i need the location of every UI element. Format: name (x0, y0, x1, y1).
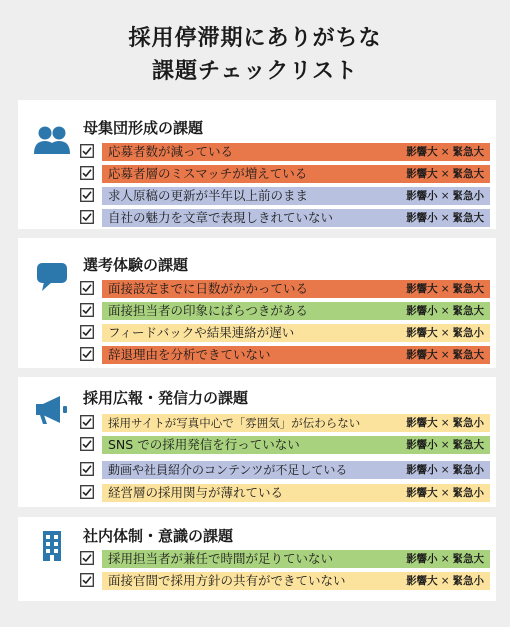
item-text: 採用サイトが写真中心で「雰囲気」が伝わらない (108, 416, 361, 430)
item-bar (102, 324, 490, 342)
urgency-level: 緊急大 (452, 146, 484, 158)
impact-level: 影響大 (406, 283, 438, 295)
checklist-row[interactable] (80, 324, 490, 342)
impact-urgency (406, 324, 484, 342)
item-text: 経営層の採用関与が薄れている (108, 485, 284, 500)
title-line-2: 課題チェックリスト (152, 59, 358, 84)
multiply-sign: × (440, 305, 450, 317)
section-card-population (18, 100, 496, 229)
checklist-row[interactable] (80, 143, 490, 161)
checkbox-icon (80, 485, 94, 499)
multiply-sign: × (440, 575, 450, 587)
section-card-selection (18, 238, 496, 368)
impact-urgency (406, 280, 484, 298)
multiply-sign: × (440, 168, 450, 180)
checklist-row[interactable] (80, 209, 490, 227)
impact-urgency (406, 209, 484, 227)
impact-urgency (406, 550, 484, 568)
checklist-row[interactable] (80, 187, 490, 205)
checkbox-icon (80, 551, 94, 565)
section-card-organization (18, 517, 496, 601)
item-bar (102, 280, 490, 298)
checkbox-icon (80, 188, 94, 202)
urgency-level: 緊急小 (452, 190, 484, 202)
impact-level: 影響小 (406, 305, 438, 317)
urgency-level: 緊急小 (452, 575, 484, 587)
item-bar (102, 165, 490, 183)
page-title (0, 22, 510, 88)
item-bar (102, 461, 490, 479)
multiply-sign: × (440, 417, 450, 429)
section-card-branding (18, 377, 496, 507)
item-bar (102, 572, 490, 590)
multiply-sign: × (440, 439, 450, 451)
checkbox-icon (80, 325, 94, 339)
impact-level: 影響小 (406, 464, 438, 476)
item-bar (102, 436, 490, 454)
checklist-row[interactable] (80, 280, 490, 298)
impact-urgency (406, 143, 484, 161)
impact-urgency (406, 484, 484, 502)
multiply-sign: × (440, 487, 450, 499)
item-text: 面接官間で採用方針の共有ができていない (108, 573, 346, 588)
urgency-level: 緊急小 (452, 327, 484, 339)
megaphone-icon (33, 393, 71, 427)
checkbox-icon (80, 144, 94, 158)
impact-urgency (406, 572, 484, 590)
urgency-level: 緊急大 (452, 168, 484, 180)
impact-urgency (406, 302, 484, 320)
checklist-row[interactable] (80, 165, 490, 183)
item-bar (102, 209, 490, 227)
multiply-sign: × (440, 212, 450, 224)
item-text: 応募者数が減っている (108, 144, 234, 159)
people-icon (33, 124, 71, 158)
item-text: 応募者層のミスマッチが増えている (108, 166, 308, 181)
item-text: 辞退理由を分析できていない (108, 347, 271, 362)
item-bar (102, 346, 490, 364)
urgency-level: 緊急大 (452, 553, 484, 565)
checkbox-icon (80, 462, 94, 476)
urgency-level: 緊急大 (452, 212, 484, 224)
urgency-level: 緊急大 (452, 283, 484, 295)
impact-level: 影響大 (406, 349, 438, 361)
item-text: 自社の魅力を文章で表現しきれていない (108, 210, 334, 225)
checklist-row[interactable] (80, 346, 490, 364)
item-text: SNS での採用発信を行っていない (108, 437, 300, 452)
section-title: 選考体験の課題 (83, 256, 189, 274)
impact-level: 影響大 (406, 417, 438, 429)
section-title: 採用広報・発信力の課題 (83, 389, 249, 407)
impact-level: 影響大 (406, 146, 438, 158)
item-text: 採用担当者が兼任で時間が足りていない (108, 551, 334, 566)
item-text: 面接設定までに日数がかかっている (108, 281, 309, 296)
impact-urgency (406, 187, 484, 205)
impact-urgency (406, 436, 484, 454)
impact-level: 影響小 (406, 212, 438, 224)
impact-level: 影響大 (406, 487, 438, 499)
urgency-level: 緊急小 (452, 487, 484, 499)
item-bar (102, 484, 490, 502)
checkbox-icon (80, 281, 94, 295)
impact-level: 影響小 (406, 439, 438, 451)
item-bar (102, 414, 490, 432)
checkbox-icon (80, 166, 94, 180)
multiply-sign: × (440, 349, 450, 361)
checkbox-icon (80, 210, 94, 224)
checkbox-icon (80, 437, 94, 451)
checklist-row[interactable] (80, 436, 490, 454)
building-icon (33, 529, 71, 563)
impact-urgency (406, 461, 484, 479)
checkbox-icon (80, 303, 94, 317)
checklist-row[interactable] (80, 414, 490, 432)
title-line-1: 採用停滞期にありがちな (128, 26, 382, 51)
checklist-row[interactable] (80, 302, 490, 320)
checklist-row[interactable] (80, 550, 490, 568)
multiply-sign: × (440, 190, 450, 202)
multiply-sign: × (440, 464, 450, 476)
urgency-level: 緊急小 (452, 417, 484, 429)
checklist-row[interactable] (80, 461, 490, 479)
impact-level: 影響大 (406, 168, 438, 180)
multiply-sign: × (440, 327, 450, 339)
checklist-row[interactable] (80, 484, 490, 502)
speech-bubble-icon (33, 260, 71, 294)
checkbox-icon (80, 347, 94, 361)
checklist-row[interactable] (80, 572, 490, 590)
multiply-sign: × (440, 283, 450, 295)
section-title: 母集団形成の課題 (83, 119, 204, 137)
item-text: 動画や社員紹介のコンテンツが不足している (108, 463, 348, 477)
multiply-sign: × (440, 553, 450, 565)
item-bar (102, 302, 490, 320)
section-title: 社内体制・意識の課題 (83, 527, 234, 545)
impact-level: 影響大 (406, 327, 438, 339)
item-text: 面接担当者の印象にばらつきがある (108, 303, 308, 318)
item-bar (102, 143, 490, 161)
urgency-level: 緊急大 (452, 349, 484, 361)
impact-level: 影響小 (406, 553, 438, 565)
impact-urgency (406, 414, 484, 432)
item-bar (102, 550, 490, 568)
item-bar (102, 187, 490, 205)
urgency-level: 緊急小 (452, 464, 484, 476)
impact-level: 影響小 (406, 190, 438, 202)
multiply-sign: × (440, 146, 450, 158)
checkbox-icon (80, 415, 94, 429)
urgency-level: 緊急大 (452, 305, 484, 317)
item-text: フィードバックや結果連絡が遅い (108, 325, 295, 340)
checkbox-icon (80, 573, 94, 587)
impact-level: 影響大 (406, 575, 438, 587)
impact-urgency (406, 346, 484, 364)
item-text: 求人原稿の更新が半年以上前のまま (108, 188, 309, 203)
impact-urgency (406, 165, 484, 183)
urgency-level: 緊急大 (452, 439, 484, 451)
